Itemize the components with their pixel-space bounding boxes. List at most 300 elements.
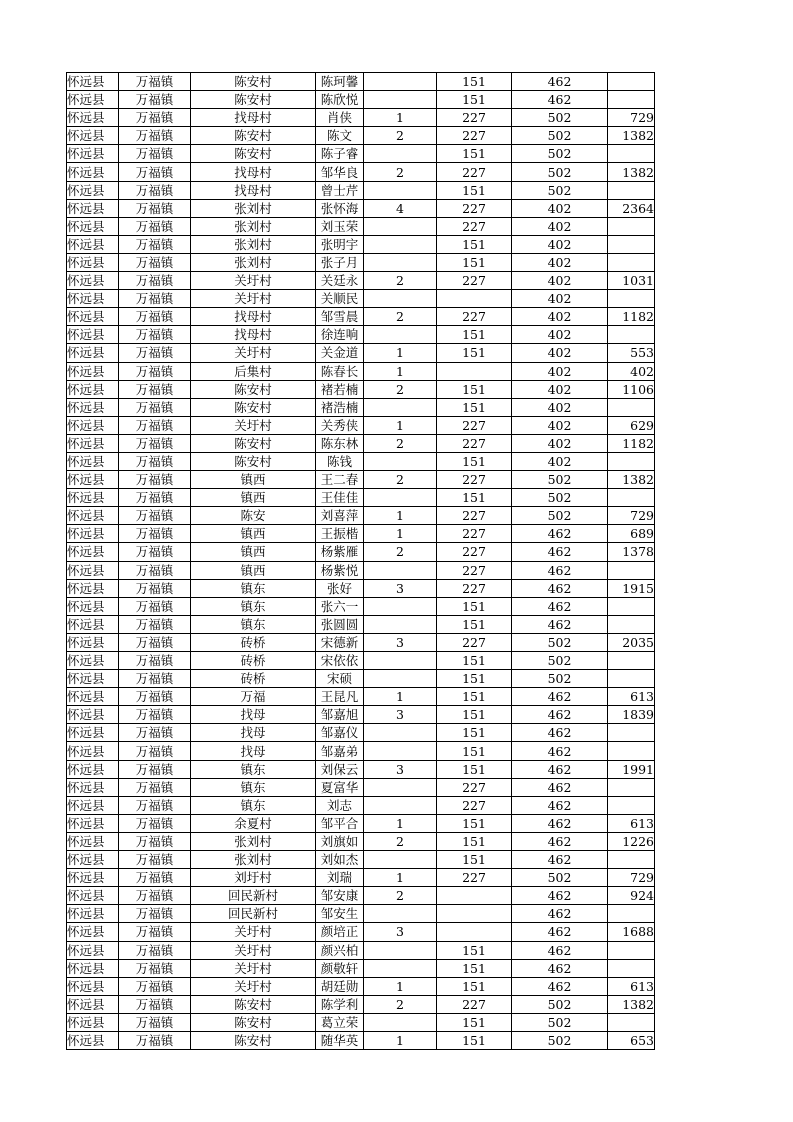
town-cell: 万福镇	[119, 181, 191, 199]
table-row	[67, 272, 655, 290]
count-cell	[364, 217, 437, 235]
table-row	[67, 362, 655, 380]
value-b-cell: 462	[512, 73, 608, 91]
village-cell: 陈安村	[191, 91, 316, 109]
village-cell: 找母村	[191, 163, 316, 181]
name-cell: 邹华良	[316, 163, 364, 181]
value-a-cell: 151	[437, 959, 512, 977]
value-a-cell: 151	[437, 977, 512, 995]
county-cell: 怀远县	[67, 579, 119, 597]
value-a-cell: 151	[437, 181, 512, 199]
town-cell: 万福镇	[119, 326, 191, 344]
total-cell	[608, 796, 655, 814]
table-row	[67, 127, 655, 145]
total-cell	[608, 561, 655, 579]
town-cell: 万福镇	[119, 235, 191, 253]
town-cell: 万福镇	[119, 832, 191, 850]
count-cell	[364, 145, 437, 163]
total-cell	[608, 181, 655, 199]
town-cell: 万福镇	[119, 253, 191, 271]
town-cell: 万福镇	[119, 1031, 191, 1049]
village-cell: 镇东	[191, 615, 316, 633]
value-a-cell: 227	[437, 579, 512, 597]
table-row	[67, 308, 655, 326]
county-cell: 怀远县	[67, 452, 119, 470]
table-row	[67, 941, 655, 959]
value-b-cell: 462	[512, 688, 608, 706]
county-cell: 怀远县	[67, 109, 119, 127]
table-row	[67, 796, 655, 814]
name-cell: 陈珂馨	[316, 73, 364, 91]
value-a-cell: 151	[437, 326, 512, 344]
county-cell: 怀远县	[67, 308, 119, 326]
county-cell: 怀远县	[67, 959, 119, 977]
town-cell: 万福镇	[119, 344, 191, 362]
village-cell: 张刘村	[191, 832, 316, 850]
value-b-cell: 402	[512, 434, 608, 452]
county-cell: 怀远县	[67, 724, 119, 742]
village-cell: 刘圩村	[191, 869, 316, 887]
town-cell: 万福镇	[119, 272, 191, 290]
county-cell: 怀远县	[67, 615, 119, 633]
value-a-cell: 151	[437, 1013, 512, 1031]
total-cell	[608, 253, 655, 271]
value-b-cell: 462	[512, 597, 608, 615]
town-cell: 万福镇	[119, 941, 191, 959]
count-cell: 2	[364, 380, 437, 398]
town-cell: 万福镇	[119, 507, 191, 525]
name-cell: 宋德新	[316, 633, 364, 651]
county-cell: 怀远县	[67, 597, 119, 615]
village-cell: 镇东	[191, 796, 316, 814]
total-cell	[608, 489, 655, 507]
town-cell: 万福镇	[119, 688, 191, 706]
count-cell	[364, 670, 437, 688]
value-a-cell	[437, 887, 512, 905]
value-a-cell: 151	[437, 1031, 512, 1049]
value-a-cell: 151	[437, 235, 512, 253]
town-cell: 万福镇	[119, 127, 191, 145]
total-cell: 729	[608, 869, 655, 887]
value-b-cell: 462	[512, 923, 608, 941]
value-a-cell: 151	[437, 706, 512, 724]
town-cell: 万福镇	[119, 887, 191, 905]
village-cell: 关圩村	[191, 290, 316, 308]
table-row	[67, 217, 655, 235]
town-cell: 万福镇	[119, 1013, 191, 1031]
town-cell: 万福镇	[119, 977, 191, 995]
value-a-cell	[437, 362, 512, 380]
value-b-cell: 402	[512, 290, 608, 308]
count-cell: 2	[364, 434, 437, 452]
name-cell: 张好	[316, 579, 364, 597]
count-cell	[364, 905, 437, 923]
town-cell: 万福镇	[119, 652, 191, 670]
table-row	[67, 615, 655, 633]
name-cell: 王佳佳	[316, 489, 364, 507]
count-cell: 2	[364, 832, 437, 850]
county-cell: 怀远县	[67, 887, 119, 905]
value-a-cell: 227	[437, 272, 512, 290]
town-cell: 万福镇	[119, 670, 191, 688]
town-cell: 万福镇	[119, 597, 191, 615]
table-row	[67, 380, 655, 398]
village-cell: 找母	[191, 724, 316, 742]
total-cell	[608, 452, 655, 470]
table-row	[67, 91, 655, 109]
name-cell: 陈钱	[316, 452, 364, 470]
value-a-cell: 151	[437, 91, 512, 109]
village-cell: 陈安村	[191, 434, 316, 452]
value-b-cell: 462	[512, 796, 608, 814]
table-row	[67, 706, 655, 724]
value-b-cell: 402	[512, 308, 608, 326]
value-b-cell: 462	[512, 959, 608, 977]
count-cell: 3	[364, 706, 437, 724]
value-b-cell: 462	[512, 543, 608, 561]
village-cell: 关圩村	[191, 959, 316, 977]
total-cell	[608, 235, 655, 253]
name-cell: 陈子睿	[316, 145, 364, 163]
town-cell: 万福镇	[119, 851, 191, 869]
name-cell: 刘志	[316, 796, 364, 814]
county-cell: 怀远县	[67, 832, 119, 850]
value-b-cell: 502	[512, 489, 608, 507]
value-b-cell: 462	[512, 941, 608, 959]
table-row	[67, 543, 655, 561]
value-b-cell: 462	[512, 706, 608, 724]
town-cell: 万福镇	[119, 362, 191, 380]
village-cell: 张刘村	[191, 235, 316, 253]
value-a-cell: 227	[437, 525, 512, 543]
name-cell: 王振楷	[316, 525, 364, 543]
town-cell: 万福镇	[119, 91, 191, 109]
town-cell: 万福镇	[119, 290, 191, 308]
value-a-cell: 227	[437, 796, 512, 814]
village-cell: 找母村	[191, 326, 316, 344]
town-cell: 万福镇	[119, 579, 191, 597]
table-row	[67, 163, 655, 181]
village-cell: 陈安	[191, 507, 316, 525]
name-cell: 肖侠	[316, 109, 364, 127]
count-cell: 2	[364, 272, 437, 290]
value-a-cell: 227	[437, 507, 512, 525]
total-cell: 553	[608, 344, 655, 362]
village-cell: 砖桥	[191, 633, 316, 651]
value-a-cell: 151	[437, 688, 512, 706]
county-cell: 怀远县	[67, 633, 119, 651]
count-cell	[364, 253, 437, 271]
village-cell: 找母	[191, 742, 316, 760]
value-a-cell: 151	[437, 832, 512, 850]
village-cell: 找母村	[191, 109, 316, 127]
table-row	[67, 742, 655, 760]
table-row	[67, 434, 655, 452]
name-cell: 邹安康	[316, 887, 364, 905]
name-cell: 关金道	[316, 344, 364, 362]
total-cell: 729	[608, 507, 655, 525]
name-cell: 刘保云	[316, 760, 364, 778]
value-a-cell: 227	[437, 471, 512, 489]
value-b-cell: 462	[512, 851, 608, 869]
name-cell: 胡廷勋	[316, 977, 364, 995]
count-cell	[364, 724, 437, 742]
county-cell: 怀远县	[67, 181, 119, 199]
county-cell: 怀远县	[67, 73, 119, 91]
village-cell: 找母	[191, 706, 316, 724]
value-a-cell: 227	[437, 543, 512, 561]
village-cell: 余夏村	[191, 814, 316, 832]
value-a-cell: 151	[437, 615, 512, 633]
table-row	[67, 235, 655, 253]
name-cell: 随华英	[316, 1031, 364, 1049]
village-cell: 张刘村	[191, 199, 316, 217]
value-a-cell: 151	[437, 941, 512, 959]
village-cell: 镇东	[191, 579, 316, 597]
village-cell: 陈安村	[191, 398, 316, 416]
total-cell	[608, 724, 655, 742]
village-cell: 陈安村	[191, 452, 316, 470]
town-cell: 万福镇	[119, 73, 191, 91]
town-cell: 万福镇	[119, 959, 191, 977]
total-cell	[608, 217, 655, 235]
county-cell: 怀远县	[67, 217, 119, 235]
county-cell: 怀远县	[67, 851, 119, 869]
table-row	[67, 326, 655, 344]
value-b-cell: 502	[512, 1013, 608, 1031]
name-cell: 刘瑞	[316, 869, 364, 887]
table-row	[67, 145, 655, 163]
value-b-cell: 462	[512, 977, 608, 995]
village-cell: 找母村	[191, 308, 316, 326]
count-cell: 1	[364, 688, 437, 706]
value-a-cell: 151	[437, 814, 512, 832]
count-cell: 2	[364, 543, 437, 561]
name-cell: 王二春	[316, 471, 364, 489]
count-cell: 1	[364, 1031, 437, 1049]
table-row	[67, 525, 655, 543]
county-cell: 怀远县	[67, 543, 119, 561]
town-cell: 万福镇	[119, 995, 191, 1013]
village-cell: 后集村	[191, 362, 316, 380]
table-body	[67, 73, 655, 1050]
value-a-cell: 227	[437, 633, 512, 651]
total-cell: 1382	[608, 163, 655, 181]
total-cell: 1991	[608, 760, 655, 778]
table-row	[67, 688, 655, 706]
town-cell: 万福镇	[119, 706, 191, 724]
total-cell: 613	[608, 814, 655, 832]
value-b-cell: 462	[512, 724, 608, 742]
town-cell: 万福镇	[119, 434, 191, 452]
village-cell: 镇东	[191, 760, 316, 778]
total-cell: 613	[608, 977, 655, 995]
town-cell: 万福镇	[119, 905, 191, 923]
town-cell: 万福镇	[119, 145, 191, 163]
name-cell: 宋依依	[316, 652, 364, 670]
county-cell: 怀远县	[67, 416, 119, 434]
count-cell: 2	[364, 127, 437, 145]
county-cell: 怀远县	[67, 326, 119, 344]
table-row	[67, 995, 655, 1013]
village-cell: 找母村	[191, 181, 316, 199]
table-row	[67, 489, 655, 507]
count-cell	[364, 778, 437, 796]
village-cell: 张刘村	[191, 217, 316, 235]
value-a-cell: 151	[437, 597, 512, 615]
county-cell: 怀远县	[67, 706, 119, 724]
town-cell: 万福镇	[119, 615, 191, 633]
table-row	[67, 199, 655, 217]
name-cell: 邹安生	[316, 905, 364, 923]
county-cell: 怀远县	[67, 561, 119, 579]
value-a-cell: 151	[437, 652, 512, 670]
county-cell: 怀远县	[67, 923, 119, 941]
county-cell: 怀远县	[67, 796, 119, 814]
value-b-cell: 502	[512, 995, 608, 1013]
total-cell	[608, 652, 655, 670]
town-cell: 万福镇	[119, 760, 191, 778]
count-cell: 1	[364, 344, 437, 362]
total-cell: 402	[608, 362, 655, 380]
value-b-cell: 502	[512, 670, 608, 688]
town-cell: 万福镇	[119, 471, 191, 489]
count-cell: 1	[364, 362, 437, 380]
value-a-cell	[437, 905, 512, 923]
town-cell: 万福镇	[119, 416, 191, 434]
table-row	[67, 814, 655, 832]
value-b-cell: 402	[512, 362, 608, 380]
total-cell: 1378	[608, 543, 655, 561]
table-row	[67, 670, 655, 688]
county-cell: 怀远县	[67, 380, 119, 398]
count-cell: 1	[364, 869, 437, 887]
table-row	[67, 73, 655, 91]
count-cell: 2	[364, 887, 437, 905]
value-b-cell: 462	[512, 615, 608, 633]
county-cell: 怀远县	[67, 905, 119, 923]
name-cell: 邹嘉旭	[316, 706, 364, 724]
table-row	[67, 1013, 655, 1031]
name-cell: 夏富华	[316, 778, 364, 796]
value-a-cell: 227	[437, 217, 512, 235]
value-b-cell: 502	[512, 1031, 608, 1049]
value-a-cell: 151	[437, 380, 512, 398]
total-cell: 729	[608, 109, 655, 127]
value-b-cell: 502	[512, 181, 608, 199]
value-b-cell: 502	[512, 163, 608, 181]
value-b-cell: 402	[512, 344, 608, 362]
county-cell: 怀远县	[67, 1013, 119, 1031]
table-row	[67, 181, 655, 199]
value-a-cell: 227	[437, 995, 512, 1013]
count-cell: 1	[364, 507, 437, 525]
name-cell: 邹平合	[316, 814, 364, 832]
table-row	[67, 507, 655, 525]
count-cell: 3	[364, 923, 437, 941]
name-cell: 杨紫悦	[316, 561, 364, 579]
count-cell: 1	[364, 977, 437, 995]
count-cell	[364, 235, 437, 253]
name-cell: 颜培正	[316, 923, 364, 941]
value-a-cell: 151	[437, 489, 512, 507]
county-cell: 怀远县	[67, 760, 119, 778]
value-b-cell: 502	[512, 869, 608, 887]
town-cell: 万福镇	[119, 633, 191, 651]
count-cell	[364, 489, 437, 507]
county-cell: 怀远县	[67, 652, 119, 670]
name-cell: 张子月	[316, 253, 364, 271]
total-cell	[608, 1013, 655, 1031]
town-cell: 万福镇	[119, 796, 191, 814]
table-row	[67, 398, 655, 416]
value-a-cell: 151	[437, 742, 512, 760]
county-cell: 怀远县	[67, 362, 119, 380]
county-cell: 怀远县	[67, 434, 119, 452]
total-cell	[608, 597, 655, 615]
value-b-cell: 502	[512, 145, 608, 163]
village-cell: 关圩村	[191, 977, 316, 995]
count-cell: 2	[364, 308, 437, 326]
table-row	[67, 579, 655, 597]
value-b-cell: 462	[512, 91, 608, 109]
village-cell: 陈安村	[191, 145, 316, 163]
village-cell: 陈安村	[191, 73, 316, 91]
village-cell: 万福	[191, 688, 316, 706]
name-cell: 陈春长	[316, 362, 364, 380]
town-cell: 万福镇	[119, 814, 191, 832]
total-cell: 1182	[608, 308, 655, 326]
total-cell: 1688	[608, 923, 655, 941]
count-cell	[364, 959, 437, 977]
value-a-cell: 151	[437, 73, 512, 91]
name-cell: 陈学利	[316, 995, 364, 1013]
value-b-cell: 462	[512, 579, 608, 597]
value-a-cell: 227	[437, 416, 512, 434]
value-b-cell: 462	[512, 814, 608, 832]
total-cell	[608, 615, 655, 633]
value-a-cell: 151	[437, 851, 512, 869]
total-cell: 1382	[608, 471, 655, 489]
name-cell: 褚若楠	[316, 380, 364, 398]
count-cell: 2	[364, 163, 437, 181]
value-a-cell: 151	[437, 452, 512, 470]
count-cell	[364, 561, 437, 579]
name-cell: 张圆圆	[316, 615, 364, 633]
total-cell: 1839	[608, 706, 655, 724]
county-cell: 怀远县	[67, 688, 119, 706]
table-row	[67, 778, 655, 796]
value-b-cell: 502	[512, 109, 608, 127]
name-cell: 颜兴柏	[316, 941, 364, 959]
village-cell: 镇西	[191, 543, 316, 561]
value-a-cell: 151	[437, 670, 512, 688]
village-cell: 张刘村	[191, 851, 316, 869]
value-b-cell: 462	[512, 525, 608, 543]
county-cell: 怀远县	[67, 814, 119, 832]
town-cell: 万福镇	[119, 778, 191, 796]
county-cell: 怀远县	[67, 525, 119, 543]
total-cell	[608, 905, 655, 923]
county-cell: 怀远县	[67, 1031, 119, 1049]
village-cell: 镇西	[191, 489, 316, 507]
village-cell: 关圩村	[191, 344, 316, 362]
name-cell: 葛立荣	[316, 1013, 364, 1031]
village-cell: 张刘村	[191, 253, 316, 271]
total-cell	[608, 145, 655, 163]
value-b-cell: 462	[512, 778, 608, 796]
table-row	[67, 416, 655, 434]
